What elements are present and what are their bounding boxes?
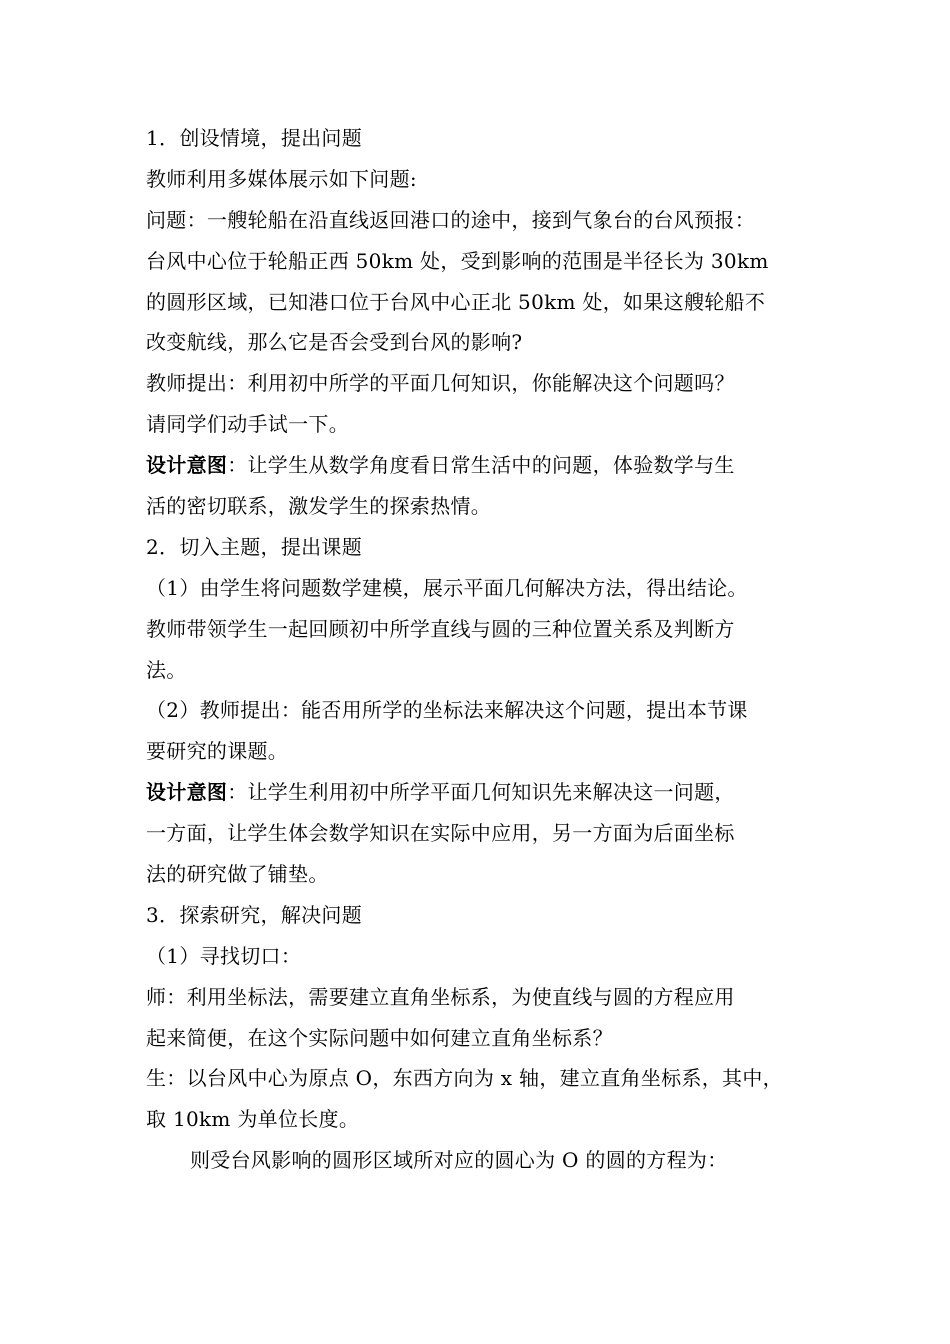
- paragraph-line: 要研究的课题。: [146, 739, 289, 764]
- paragraph-line: 教师带领学生一起回顾初中所学直线与圆的三种位置关系及判断方: [146, 616, 735, 641]
- paragraph-line: 请同学们动手试一下。: [146, 412, 349, 437]
- document-body: [146, 118, 826, 1181]
- paragraph-line: 起来简便，在这个实际问题中如何建立直角坐标系？: [146, 1025, 613, 1050]
- section-heading-1: 1．创设情境，提出问题: [146, 126, 363, 150]
- paragraph-line: 的圆形区域，已知港口位于台风中心正北 50km 处，如果这艘轮船不: [146, 289, 766, 314]
- paragraph-line: 法的研究做了铺垫。: [146, 862, 329, 887]
- design-intent-line: [146, 445, 826, 486]
- design-intent-label: 设计意图: [146, 780, 228, 805]
- paragraph-line: （1）寻找切口：: [146, 943, 302, 968]
- paragraph-line: 教师提出：利用初中所学的平面几何知识，你能解决这个问题吗？: [146, 371, 735, 396]
- paragraph-line: 活的密切联系，激发学生的探索热情。: [146, 494, 492, 519]
- paragraph-line: 台风中心位于轮船正西 50km 处，受到影响的范围是半径长为 30km: [146, 248, 769, 273]
- design-intent-text: ：让学生利用初中所学平面几何知识先来解决这一问题，: [227, 780, 735, 805]
- paragraph-line: 则受台风影响的圆形区域所对应的圆心为 O 的圆的方程为：: [190, 1148, 728, 1173]
- paragraph-line: 改变航线，那么它是否会受到台风的影响?: [146, 330, 523, 355]
- paragraph-line: （1）由学生将问题数学建模，展示平面几何解决方法，得出结论。: [146, 575, 748, 600]
- section-heading-2: 2．切入主题，提出课题: [146, 534, 363, 559]
- paragraph-line: （2）教师提出：能否用所学的坐标法来解决这个问题，提出本节课: [146, 698, 748, 723]
- paragraph-line: 一方面，让学生体会数学知识在实际中应用，另一方面为后面坐标: [146, 821, 735, 846]
- paragraph-line: 师：利用坐标法，需要建立直角坐标系，为使直线与圆的方程应用: [146, 984, 735, 1009]
- paragraph-line: 问题：一艘轮船在沿直线返回港口的途中，接到气象台的台风预报：: [146, 207, 755, 232]
- design-intent-text: ：让学生从数学角度看日常生活中的问题，体验数学与生: [227, 453, 735, 478]
- section-heading-3: 3．探索研究，解决问题: [146, 902, 363, 927]
- design-intent-label: 设计意图: [146, 453, 228, 478]
- paragraph-line: 教师利用多媒体展示如下问题:: [146, 166, 417, 191]
- paragraph-line: 法。: [146, 657, 187, 682]
- paragraph-line: 取 10km 为单位长度。: [146, 1107, 360, 1132]
- design-intent-line: [146, 772, 826, 813]
- paragraph-line: 生：以台风中心为原点 O，东西方向为 x 轴，建立直角坐标系，其中，: [146, 1066, 783, 1091]
